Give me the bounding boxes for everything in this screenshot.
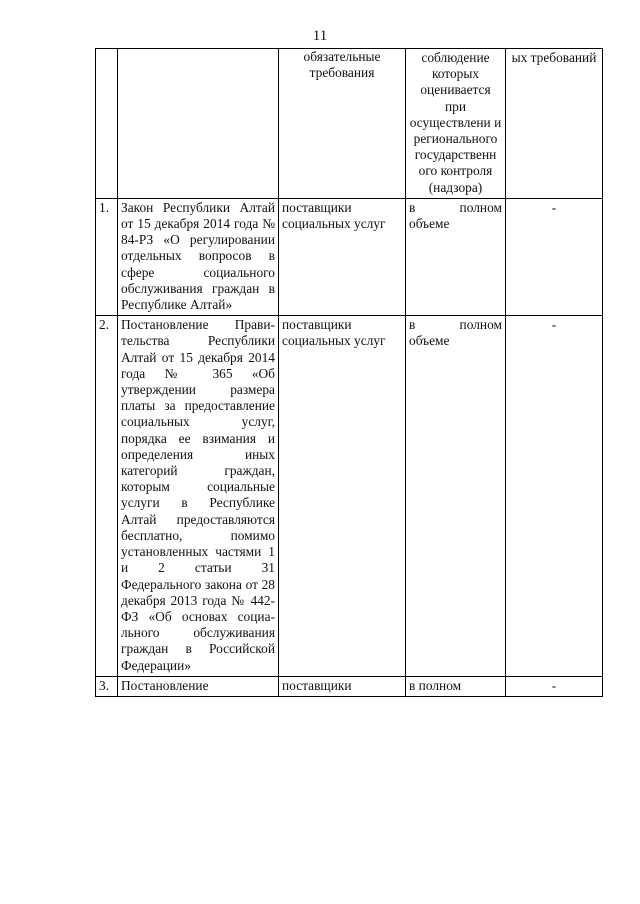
header-cell-scope: соблюдение которых оценивается при осуществлени и регионального государственн ого контроля (надзора) (406, 49, 506, 199)
table-header-row (96, 49, 603, 199)
page-number: 11 (312, 28, 328, 44)
table-row (96, 676, 603, 696)
notes-text: - (506, 198, 603, 315)
scope-text: в полном объеме (406, 198, 506, 315)
row-number: 2. (96, 316, 118, 676)
table-row (96, 198, 603, 315)
subjects-text: поставщики (279, 676, 406, 696)
subjects-text: поставщики социальных услуг (279, 198, 406, 315)
header-cell-number (96, 49, 118, 199)
legal-act-text: Постановление Прави-тельства Республики Алтай от 15 декабря 2014 года № 365 «Об утверждении размера платы за предоставление социальных услуг, порядка ее взимания и определения иных категорий граждан, которым социальные услуги в Республике Алтай предоставляются бесплатно, помимо установленных частями 1 и 2 статьи 31 Федерального закона от 28 декабря 2013 года № 442-ФЗ «Об основах социа-льного обслуживания граждан в Российской Федерации» (118, 316, 279, 676)
legal-act-text: Закон Республики Алтай от 15 декабря 2014 года № 84-РЗ «О регулировании отдельных вопросов в сфере социального обслуживания граждан в Республике Алтай» (118, 198, 279, 315)
row-number: 3. (96, 676, 118, 696)
header-cell-notes: ых требований (506, 49, 603, 199)
legal-act-text: Постановление (118, 676, 279, 696)
scope-text: в полном (406, 676, 506, 696)
row-number: 1. (96, 198, 118, 315)
scope-text: в полном объеме (406, 316, 506, 676)
notes-text: - (506, 676, 603, 696)
header-cell-requirements: обязательные требования (279, 49, 406, 199)
header-cell-act (118, 49, 279, 199)
requirements-table (95, 48, 603, 697)
notes-text: - (506, 316, 603, 676)
subjects-text: поставщики социальных услуг (279, 316, 406, 676)
table-row (96, 316, 603, 676)
